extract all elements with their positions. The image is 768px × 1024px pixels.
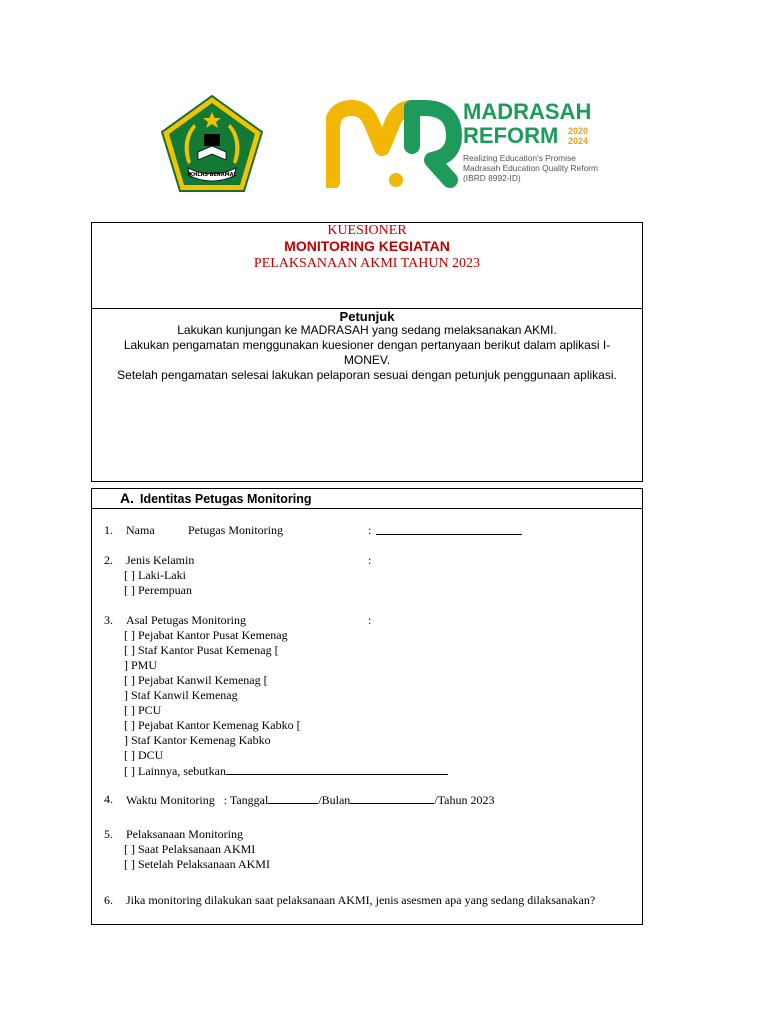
mr-subtitle: Realizing Education's Promise Madrasah Education Quality Reform (IBRD 8992-ID) <box>463 153 598 184</box>
q3-option[interactable]: ] PMU <box>124 658 158 672</box>
q5-label: Pelaksanaan Monitoring <box>126 827 243 841</box>
q4-bulan-line[interactable] <box>350 792 434 804</box>
header-box <box>91 222 643 482</box>
doc-title-kuesioner: KUESIONER <box>327 223 407 238</box>
q2-colon: : <box>368 553 372 567</box>
madrasah-reform-logo <box>326 100 462 188</box>
q5-number: 5. <box>104 827 113 841</box>
q5-option-saat[interactable]: [ ] Saat Pelaksanaan AKMI <box>124 842 256 856</box>
q3-option[interactable]: [ ] DCU <box>124 748 164 762</box>
q3-number: 3. <box>104 613 113 627</box>
divider <box>92 508 642 509</box>
q4-number: 4. <box>104 792 113 806</box>
q3-option[interactable]: [ ] Pejabat Kantor Kemenag Kabko [ <box>124 718 301 732</box>
q3-option[interactable]: ] Staf Kanwil Kemenag <box>124 688 238 702</box>
q2-number: 2. <box>104 553 113 567</box>
kemenag-logo <box>160 94 264 194</box>
doc-title-pelaksanaan: PELAKSANAAN AKMI TAHUN 2023 <box>253 256 481 271</box>
q3-option[interactable]: [ ] PCU <box>124 703 162 717</box>
q3-option-lainnya[interactable]: [ ] Lainnya, sebutkan <box>124 763 448 779</box>
q3-option[interactable]: ] Staf Kantor Kemenag Kabko <box>124 733 271 747</box>
q4-row: Waktu Monitoring : Tanggal /Bulan /Tahun 2023 <box>126 793 495 807</box>
q1-label: Nama <box>126 523 155 537</box>
q2-label: Jenis Kelamin <box>126 553 195 567</box>
kemenag-motto: IKHLAS BERAMAL <box>187 172 237 178</box>
q4-tanggal-line[interactable] <box>268 792 318 804</box>
q1-sublabel: Petugas Monitoring <box>188 523 283 537</box>
mr-years: 2020 2024 <box>568 126 589 146</box>
petunjuk-title: Petunjuk <box>339 309 395 324</box>
q3-label: Asal Petugas Monitoring <box>126 613 246 627</box>
q6-label: Jika monitoring dilakukan saat pelaksanaan AKMI, jenis asesmen apa yang sedang dilaksanakan? <box>126 893 596 907</box>
q3-lainnya-line[interactable] <box>226 763 448 775</box>
q1-number: 1. <box>104 523 113 537</box>
section-a-box <box>91 488 643 925</box>
q1-answer-line[interactable] <box>376 523 522 535</box>
q3-option[interactable]: [ ] Staf Kantor Pusat Kemenag [ <box>124 643 279 657</box>
section-a-heading: A. Identitas Petugas Monitoring <box>120 490 312 506</box>
q5-option-setelah[interactable]: [ ] Setelah Pelaksanaan AKMI <box>124 857 270 871</box>
q3-option[interactable]: [ ] Pejabat Kanwil Kemenag [ <box>124 673 268 687</box>
mr-title: MADRASAH REFORM <box>463 99 592 148</box>
q3-option[interactable]: [ ] Pejabat Kantor Pusat Kemenag <box>124 628 288 642</box>
q6-number: 6. <box>104 893 113 907</box>
q2-option-laki[interactable]: [ ] Laki-Laki <box>124 568 186 582</box>
petunjuk-text: Lakukan kunjungan ke MADRASAH yang sedang melaksanakan AKMI. Lakukan pengamatan menggunakan kuesioner dengan pertanyaan berikut dalam aplikasi I- MONEV. Setelah pengamatan selesai lakukan pelaporan sesuai dengan petunjuk penggunaan aplikasi. <box>117 323 617 382</box>
q3-colon: : <box>368 613 372 627</box>
q2-option-perempuan[interactable]: [ ] Perempuan <box>124 583 192 597</box>
doc-title-monitoring: MONITORING KEGIATAN <box>284 238 450 254</box>
q1-colon: : <box>368 523 372 537</box>
